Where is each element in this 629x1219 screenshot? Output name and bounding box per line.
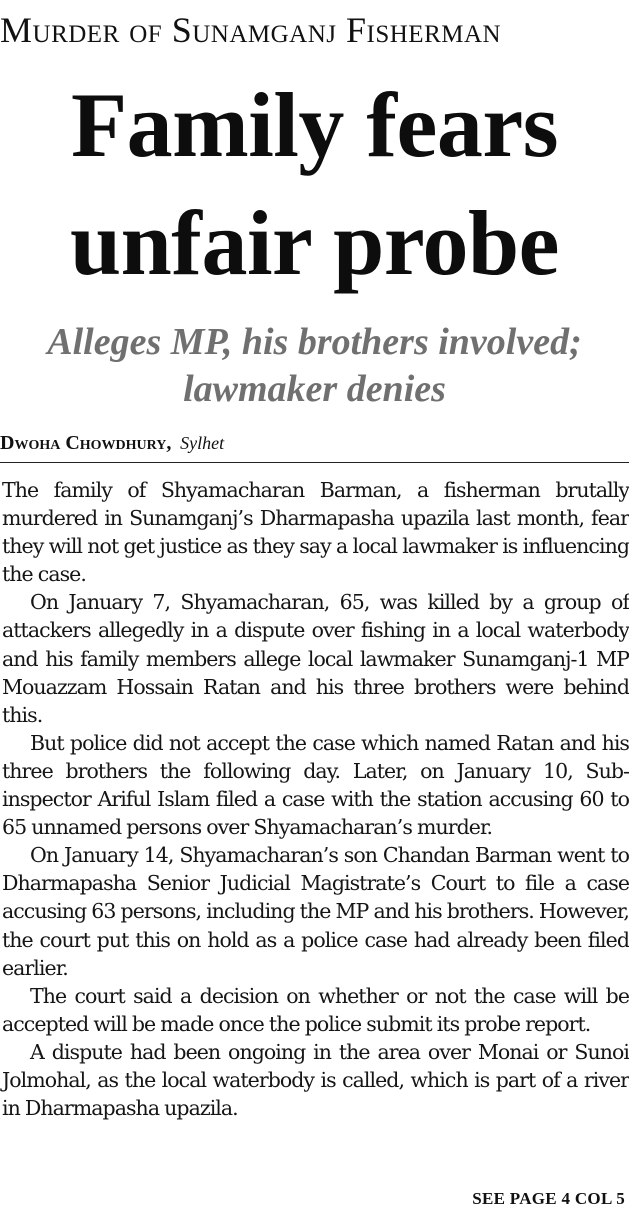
article-body	[2, 476, 629, 1122]
article-paragraph: The family of Shyamacharan Barman, a fisherman brutally murdered in Sunamganj’s Dharmapasha upazila last month, fear they will not get justice as they say a local lawmaker is influencing the case.	[2, 478, 629, 587]
jump-reference: SEE PAGE 4 COL 5	[472, 1189, 625, 1208]
byline-location: Sylhet	[180, 433, 225, 453]
article-paragraph: On January 7, Shyamacharan, 65, was killed by a group of attackers allegedly in a dispute over fishing in a local waterbody and his family members allege local lawmaker Sunamganj-1 MP Mouazzam Hossain Ratan and his three brothers were behind this.	[2, 590, 629, 727]
byline-author: Dwoha Chowdhury,	[0, 432, 172, 454]
kicker: Murder of Sunamganj Fisherman	[0, 10, 502, 50]
article-paragraph: But police did not accept the case which named Ratan and his three brothers the following day. Later, on January 10, Sub-inspector Ariful Islam filed a case with the station accusing 60 to 65 unnamed persons over Shyamacharan’s murder.	[2, 730, 629, 840]
subheadline-line-1: Alleges MP, his brothers involved;	[47, 321, 582, 363]
subheadline-line-2: lawmaker denies	[183, 368, 446, 410]
article-paragraph: A dispute had been ongoing in the area over Monai or Sunoi Jolmohal, as the local waterbody is called, which is part of a river in Dharmapasha upazila.	[2, 1039, 629, 1121]
headline	[0, 66, 629, 302]
byline-divider	[0, 462, 629, 463]
headline-line-1: Family fears	[70, 74, 559, 176]
article-paragraph: The court said a decision on whether or not the case will be accepted will be made once the police submit its probe report.	[2, 983, 629, 1036]
article-paragraph: On January 14, Shyamacharan’s son Chandan Barman went to Dharmapasha Senior Judicial Magistrate’s Court to file a case accusing 63 persons, including the MP and his brothers. However, the court put this on hold as a police case had already been filed earlier.	[2, 843, 629, 980]
subheadline	[0, 319, 629, 413]
byline	[0, 431, 629, 457]
headline-line-2: unfair probe	[69, 192, 560, 294]
